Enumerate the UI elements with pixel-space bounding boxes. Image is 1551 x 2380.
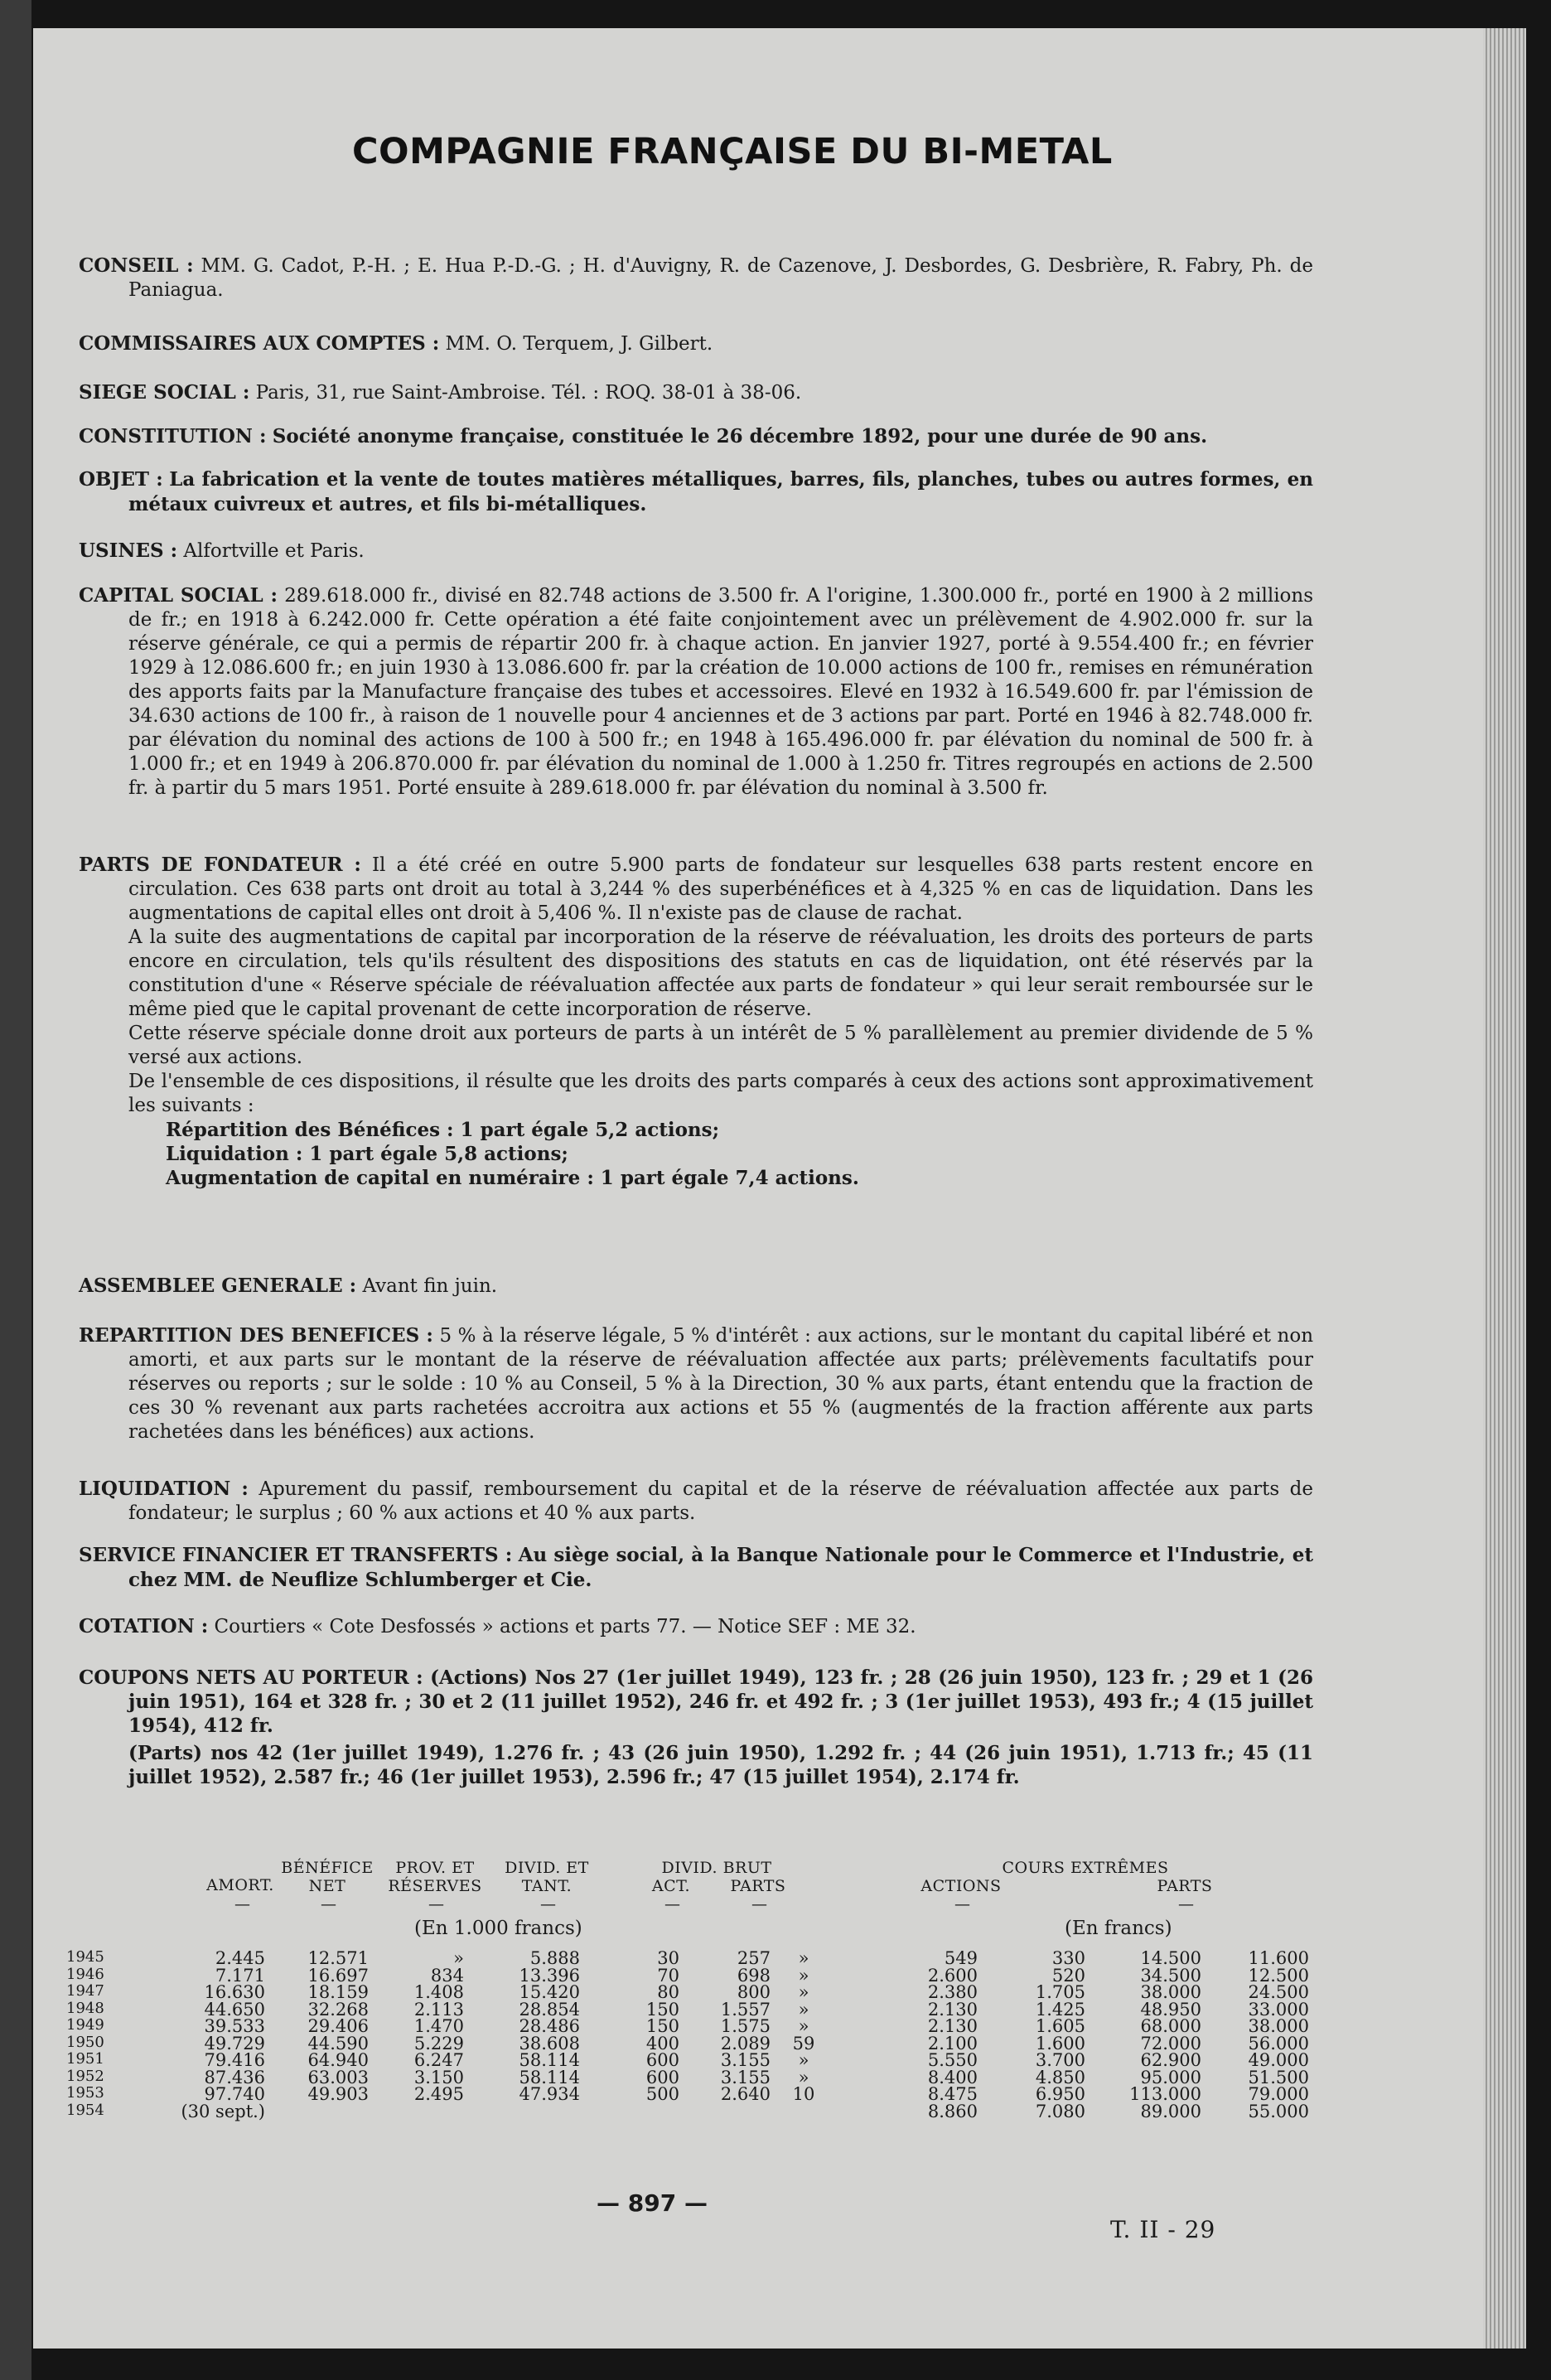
table-cell-a_hi: 8.400 <box>927 2067 978 2087</box>
table-cell-act: 150 <box>645 2016 679 2036</box>
table-cell-divid: 58.114 <box>519 2067 580 2087</box>
table-cell-benef: 32.268 <box>307 1999 369 2020</box>
table-cell-act: 80 <box>657 1982 679 2002</box>
table-cell-benef: 12.571 <box>307 1948 369 1968</box>
table-row <box>66 1999 1309 2020</box>
header-benefice: BÉNÉFICE NET <box>281 1859 374 1895</box>
table-cell-amort: 97.740 <box>204 2084 265 2104</box>
header-cours-extremes: COURS EXTRÊMES <box>1002 1859 1169 1877</box>
coupons-section <box>79 1666 1313 1789</box>
table-cell-p_hi: 34.500 <box>1140 1965 1201 1986</box>
table-cell-amort: 7.171 <box>215 1965 265 1986</box>
table-cell-a_lo: 3.700 <box>1035 2050 1085 2070</box>
siege-text: Paris, 31, rue Saint-Ambroise. Tél. : ROQ. 38-01 à 38-06. <box>255 382 802 404</box>
table-cell-a_hi: 8.475 <box>927 2084 978 2104</box>
table-cell-p_lo: 24.500 <box>1248 1982 1309 2002</box>
table-cell-year: 1949 <box>66 2016 104 2034</box>
table-cell-p_lo: 79.000 <box>1248 2084 1309 2104</box>
conseil-label: CONSEIL : <box>79 254 194 277</box>
table-cell-benef: 64.940 <box>307 2050 369 2070</box>
tome-reference: T. II - 29 <box>1110 2216 1216 2243</box>
table-cell-p_hi: 48.950 <box>1140 1999 1201 2020</box>
parts-section <box>79 853 1313 1190</box>
table-cell-benef: 44.590 <box>307 2033 369 2053</box>
table-cell-prov: 6.247 <box>413 2050 464 2070</box>
table-cell-p_hi: 113.000 <box>1129 2084 1201 2104</box>
commissaires-section <box>79 331 1313 356</box>
table-cell-parts: 800 <box>737 1982 771 2002</box>
table-cell-a_hi: 5.550 <box>927 2050 978 2070</box>
usines-label: USINES : <box>79 539 178 562</box>
table-cell-parts: 1.575 <box>720 2016 771 2036</box>
binding-shadow <box>0 0 31 2380</box>
table-cell-parts: 1.557 <box>720 1999 771 2020</box>
table-cell-q: 59 <box>792 2033 815 2053</box>
table-cell-divid: 58.114 <box>519 2050 580 2070</box>
table-cell-a_hi: 2.130 <box>927 1999 978 2020</box>
table-row <box>66 2084 1309 2104</box>
table-cell-q: » <box>798 1948 809 1968</box>
dash-provisions: — <box>428 1895 444 1913</box>
table-row <box>66 2016 1309 2036</box>
header-cours-actions: ACTIONS <box>920 1877 1002 1895</box>
assemblee-label: ASSEMBLEE GENERALE : <box>79 1275 357 1297</box>
table-cell-a_lo: 330 <box>1051 1948 1085 1968</box>
table-cell-act: 400 <box>645 2033 679 2053</box>
table-cell-a_lo: 1.600 <box>1035 2033 1085 2053</box>
table-cell-divid: 28.486 <box>519 2016 580 2036</box>
parts-line-augmentation: Augmentation de capital en numéraire : 1 part égale 7,4 actions. <box>166 1167 859 1189</box>
table-cell-p_hi: 38.000 <box>1140 1982 1201 2002</box>
service-text: Au siège social, à la Banque Nationale pour le Commerce et l'Industrie, et chez MM. de Neuflize Schlumberger et Cie. <box>128 1544 1314 1591</box>
table-cell-year: 1954 <box>66 2101 104 2119</box>
header-provisions: PROV. ET RÉSERVES <box>388 1859 482 1895</box>
table-cell-a_lo: 520 <box>1051 1965 1085 1986</box>
table-cell-q: » <box>798 2016 809 2036</box>
table-cell-parts: 698 <box>737 1965 771 1986</box>
table-cell-year: 1950 <box>66 2033 104 2051</box>
table-cell-p_hi: 89.000 <box>1140 2101 1201 2121</box>
table-cell-a_hi: 2.600 <box>927 1965 978 1986</box>
capital-section <box>79 583 1313 801</box>
header-act: ACT. <box>651 1877 691 1895</box>
assemblee-section <box>79 1274 1313 1299</box>
parts-paragraph-2: A la suite des augmentations de capital par incorporation de la réserve de réévaluation, les droits des porteurs de parts encore en circulation, tels qu'ils résultent des dispositions des statuts en cas de liquidation, ont été réservés par la constitution d'une « Réserve spéciale de réévaluation affectée aux parts de fondateur » qui leur serait remboursée sur le même pied que le capital provenant de cette incorporation de réserve. <box>128 926 1313 1020</box>
table-cell-prov: 834 <box>430 1965 464 1986</box>
objet-section <box>79 467 1313 517</box>
table-cell-a_lo: 4.850 <box>1035 2067 1085 2087</box>
table-cell-divid: 13.396 <box>519 1965 580 1986</box>
table-cell-amort: 39.533 <box>204 2016 265 2036</box>
table-cell-prov: 3.150 <box>413 2067 464 2087</box>
table-cell-p_lo: 56.000 <box>1248 2033 1309 2053</box>
table-cell-amort: 79.416 <box>204 2050 265 2070</box>
table-cell-a_lo: 1.605 <box>1035 2016 1085 2036</box>
table-cell-year: 1952 <box>66 2067 104 2085</box>
dash-act: — <box>664 1895 680 1913</box>
cotation-text: Courtiers « Cote Desfossés » actions et parts 77. — Notice SEF : ME 32. <box>214 1616 916 1637</box>
table-cell-p_hi: 62.900 <box>1140 2050 1201 2070</box>
constitution-section <box>79 424 1313 449</box>
table-cell-p_lo: 12.500 <box>1248 1965 1309 1986</box>
repartition-section <box>79 1323 1313 1444</box>
page-title: COMPAGNIE FRANÇAISE DU BI-METAL <box>352 131 1113 172</box>
table-cell-a_hi: 2.100 <box>927 2033 978 2053</box>
table-cell-act: 600 <box>645 2067 679 2087</box>
capital-label: CAPITAL SOCIAL : <box>79 584 278 607</box>
table-cell-benef: 16.697 <box>307 1965 369 1986</box>
table-cell-prov: 1.408 <box>413 1982 464 2002</box>
table-row <box>66 1982 1309 2002</box>
table-cell-a_lo: 6.950 <box>1035 2084 1085 2104</box>
constitution-text: Société anonyme française, constituée le 26 décembre 1892, pour une durée de 90 ans. <box>272 425 1208 447</box>
table-cell-q: » <box>798 2067 809 2087</box>
conseil-text: MM. G. Cadot, P.-H. ; E. Hua P.-D.-G. ; H. d'Auvigny, R. de Cazenove, J. Desbordes, G. Desbrière, R. Fabry, Ph. de Paniagua. <box>128 255 1313 301</box>
conseil-section <box>79 254 1313 302</box>
parts-paragraph-3: Cette réserve spéciale donne droit aux porteurs de parts à un intérêt de 5 % parallèlement au premier dividende de 5 % versé aux actions. <box>128 1023 1313 1068</box>
table-cell-year: 1951 <box>66 2050 104 2068</box>
table-cell-p_hi: 72.000 <box>1140 2033 1201 2053</box>
table-cell-divid: 47.934 <box>519 2084 580 2104</box>
unit-right: (En francs) <box>1065 1918 1172 1939</box>
coupons-actions: (Actions) Nos 27 (1er juillet 1949), 123 fr. ; 28 (26 juin 1950), 123 fr. ; 29 et 1 (26 juin 1951), 164 et 328 fr. ; 30 et 2 (11 juillet 1952), 246 fr. et 492 fr. ; 3 (1er juillet 1953), 493 fr.; 4 (15 juillet 1954), 412 fr. <box>128 1666 1313 1737</box>
page-number: — 897 — <box>597 2189 708 2217</box>
table-cell-q: » <box>798 2050 809 2070</box>
table-cell-amort: 16.630 <box>204 1982 265 2002</box>
dash-amort: — <box>234 1895 250 1913</box>
objet-text: La fabrication et la vente de toutes matières métalliques, barres, fils, planches, tubes ou autres formes, en métaux cuivreux et autres, et fils bi-métalliques. <box>128 468 1314 515</box>
table-cell-act: 70 <box>657 1965 679 1986</box>
liquidation-section <box>79 1477 1313 1526</box>
table-cell-amort: 49.729 <box>204 2033 265 2053</box>
table-cell-p_lo: 33.000 <box>1248 1999 1309 2020</box>
table-cell-year: 1947 <box>66 1982 104 2000</box>
dash-dividendes: — <box>540 1895 556 1913</box>
table-cell-p_lo: 55.000 <box>1248 2101 1309 2121</box>
table-cell-amort: (30 sept.) <box>181 2101 265 2121</box>
table-cell-year: 1946 <box>66 1965 104 1983</box>
table-cell-a_hi: 8.860 <box>927 2101 978 2121</box>
usines-text: Alfortville et Paris. <box>183 540 365 562</box>
service-label: SERVICE FINANCIER ET TRANSFERTS : <box>79 1544 513 1566</box>
table-cell-p_lo: 38.000 <box>1248 2016 1309 2036</box>
capital-text: 289.618.000 fr., divisé en 82.748 actions de 3.500 fr. A l'origine, 1.300.000 fr., porté en 1900 à 2 millions de fr.; en 1918 à 6.242.000 fr. Cette opération a été faite conjointement avec un prélèvement de 4.902.000 fr. sur la réserve générale, ce qui a permis de répartir 200 fr. à chaque action. En janvier 1927, porté à 9.554.400 fr.; en février 1929 à 12.086.600 fr.; en juin 1930 à 13.086.600 fr. par la création de 10.000 actions de 100 fr., remises en rémunération des apports faits par la Manufacture française des tubes et accessoires. Elevé en 1932 à 16.549.600 fr. par l'émission de 34.630 actions de 100 fr., à raison de 1 nouvelle pour 4 anciennes et de 3 actions par part. Porté en 1946 à 82.748.000 fr. par élévation du nominal des actions de 100 à 500 fr.; en 1948 à 165.496.000 fr. par élévation du nominal de 500 fr. à 1.000 fr.; et en 1949 à 206.870.000 fr. par élévation du nominal de 1.000 à 1.250 fr. Titres regroupés en actions de 2.500 fr. à partir du 5 mars 1951. Porté ensuite à 289.618.000 fr. par élévation du nominal à 3.500 fr. <box>128 585 1314 799</box>
header-parts: PARTS <box>730 1877 786 1895</box>
table-cell-a_hi: 2.380 <box>927 1982 978 2002</box>
table-cell-amort: 44.650 <box>204 1999 265 2020</box>
dash-cours-parts: — <box>1178 1895 1194 1913</box>
table-cell-p_lo: 49.000 <box>1248 2050 1309 2070</box>
parts-label: PARTS DE FONDATEUR : <box>79 854 361 876</box>
table-cell-amort: 87.436 <box>204 2067 265 2087</box>
table-cell-a_hi: 2.130 <box>927 2016 978 2036</box>
table-row <box>66 1948 1309 1968</box>
usines-section <box>79 539 1313 564</box>
table-row <box>66 2101 1309 2121</box>
table-cell-prov: 1.470 <box>413 2016 464 2036</box>
parts-line-liquidation: Liquidation : 1 part égale 5,8 actions; <box>166 1143 568 1165</box>
dash-parts: — <box>751 1895 767 1913</box>
header-divid-brut: DIVID. BRUT <box>661 1859 772 1877</box>
table-cell-q: » <box>798 1982 809 2002</box>
table-cell-p_lo: 51.500 <box>1248 2067 1309 2087</box>
table-cell-a_lo: 1.425 <box>1035 1999 1085 2020</box>
commissaires-text: MM. O. Terquem, J. Gilbert. <box>445 333 713 355</box>
table-cell-act: 500 <box>645 2084 679 2104</box>
table-cell-parts: 2.089 <box>720 2033 771 2053</box>
page-edges <box>1483 28 1526 2349</box>
header-amort: AMORT. <box>206 1876 274 1894</box>
table-cell-prov: » <box>453 1948 464 1968</box>
table-cell-prov: 2.113 <box>413 1999 464 2020</box>
table-cell-parts: 3.155 <box>720 2050 771 2070</box>
table-cell-p_hi: 95.000 <box>1140 2067 1201 2087</box>
objet-label: OBJET : <box>79 468 163 491</box>
repartition-text: 5 % à la réserve légale, 5 % d'intérêt : aux actions, sur le montant du capital libéré et non amorti, et aux parts sur le montant de la réserve de réévaluation affectée aux parts; prélèvements facultatifs pour réserves ou reports ; sur le solde : 10 % au Conseil, 5 % à la Direction, 30 % aux parts, étant entendu que la fraction de ces 30 % revenant aux parts rachetées accroitra aux actions et 55 % (augmentés de la fraction afférente aux parts rachetées dans les bénéfices) aux actions. <box>128 1325 1314 1443</box>
table-row <box>66 1965 1309 1986</box>
table-cell-year: 1953 <box>66 2084 104 2102</box>
table-cell-year: 1945 <box>66 1948 104 1966</box>
dash-cours-actions: — <box>954 1895 970 1913</box>
cotation-section <box>79 1614 1313 1639</box>
coupons-parts: (Parts) nos 42 (1er juillet 1949), 1.276 fr. ; 43 (26 juin 1950), 1.292 fr. ; 44 (26 juin 1951), 1.713 fr.; 45 (11 juillet 1952), 2.587 fr.; 46 (1er juillet 1953), 2.596 fr.; 47 (15 juillet 1954), 2.174 fr. <box>128 1742 1313 1788</box>
table-cell-divid: 38.608 <box>519 2033 580 2053</box>
table-cell-q: 10 <box>792 2084 815 2104</box>
table-row <box>66 2050 1309 2070</box>
table-cell-prov: 2.495 <box>413 2084 464 2104</box>
commissaires-label: COMMISSAIRES AUX COMPTES : <box>79 332 440 355</box>
table-cell-benef: 63.003 <box>307 2067 369 2087</box>
table-cell-a_lo: 1.705 <box>1035 1982 1085 2002</box>
siege-label: SIEGE SOCIAL : <box>79 381 250 404</box>
table-cell-benef: 29.406 <box>307 2016 369 2036</box>
repartition-label: REPARTITION DES BENEFICES : <box>79 1324 433 1347</box>
document-page <box>33 28 1491 2349</box>
table-cell-p_hi: 14.500 <box>1140 1948 1201 1968</box>
assemblee-text: Avant fin juin. <box>362 1275 498 1297</box>
cotation-label: COTATION : <box>79 1615 209 1637</box>
table-cell-q: » <box>798 1999 809 2020</box>
table-cell-benef: 18.159 <box>307 1982 369 2002</box>
header-cours-parts: PARTS <box>1157 1877 1213 1895</box>
table-cell-parts: 257 <box>737 1948 771 1968</box>
constitution-label: CONSTITUTION : <box>79 425 267 447</box>
table-cell-a_hi: 549 <box>944 1948 978 1968</box>
coupons-label: COUPONS NETS AU PORTEUR : <box>79 1666 423 1689</box>
liquidation-text: Apurement du passif, remboursement du capital et de la réserve de réévaluation affectée aux parts de fondateur; le surplus ; 60 % aux actions et 40 % aux parts. <box>128 1478 1313 1524</box>
siege-section <box>79 380 1313 405</box>
table-cell-amort: 2.445 <box>215 1948 265 1968</box>
table-cell-divid: 15.420 <box>519 1982 580 2002</box>
table-cell-divid: 28.854 <box>519 1999 580 2020</box>
unit-left: (En 1.000 francs) <box>414 1918 582 1939</box>
table-row <box>66 2033 1309 2053</box>
table-cell-act: 150 <box>645 1999 679 2020</box>
table-cell-p_hi: 68.000 <box>1140 2016 1201 2036</box>
table-cell-q: » <box>798 1965 809 1986</box>
table-cell-divid: 5.888 <box>529 1948 580 1968</box>
table-cell-a_lo: 7.080 <box>1035 2101 1085 2121</box>
parts-line-repartition: Répartition des Bénéfices : 1 part égale 5,2 actions; <box>166 1119 720 1141</box>
table-cell-act: 30 <box>657 1948 679 1968</box>
table-cell-parts: 2.640 <box>720 2084 771 2104</box>
table-cell-benef: 49.903 <box>307 2084 369 2104</box>
header-dividendes: DIVID. ET TANT. <box>505 1859 589 1895</box>
table-cell-prov: 5.229 <box>413 2033 464 2053</box>
liquidation-label: LIQUIDATION : <box>79 1478 249 1500</box>
table-cell-act: 600 <box>645 2050 679 2070</box>
table-cell-parts: 3.155 <box>720 2067 771 2087</box>
service-section <box>79 1543 1313 1593</box>
table-row <box>66 2067 1309 2087</box>
parts-paragraph-4: De l'ensemble de ces dispositions, il résulte que les droits des parts comparés à ceux des actions sont approximativement les suivants : <box>128 1071 1313 1116</box>
dash-benefice: — <box>321 1895 336 1913</box>
table-cell-year: 1948 <box>66 1999 104 2017</box>
table-cell-p_lo: 11.600 <box>1248 1948 1309 1968</box>
parts-text: Il a été créé en outre 5.900 parts de fondateur sur lesquelles 638 parts restent encore en circulation. Ces 638 parts ont droit au total à 3,244 % des superbénéfices et à 4,325 % en cas de liquidation. Dans les augmentations de capital elles ont droit à 5,406 %. Il n'existe pas de clause de rachat. <box>128 854 1313 924</box>
